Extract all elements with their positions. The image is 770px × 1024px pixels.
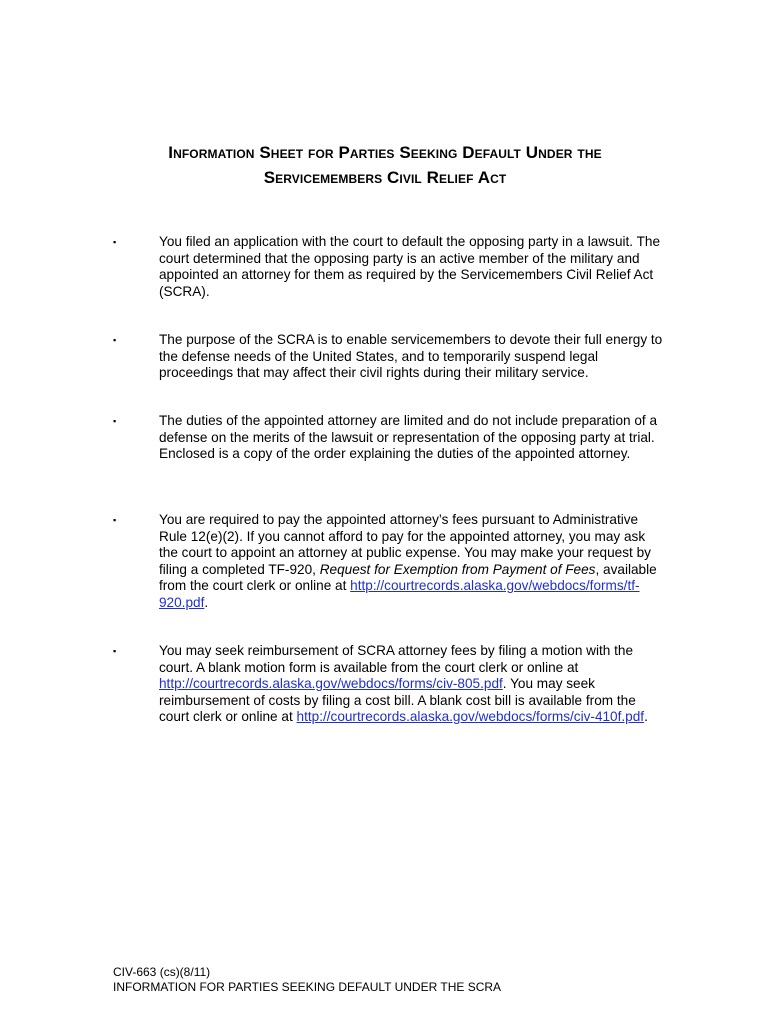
tf-920-form-link[interactable]: http://courtrecords.alaska.gov/webdocs/forms/tf-920.pdf: [159, 578, 640, 610]
civ-805-form-link[interactable]: http://courtrecords.alaska.gov/webdocs/forms/civ-805.pdf: [159, 676, 503, 691]
bullet-marker: ▪: [113, 335, 117, 345]
fees-text-part-3: .: [204, 594, 209, 610]
fees-text-part-1: You are required to pay the appointed attorney’s fees pursuant to Administrative Rule 12(e)(2). If you cannot afford to pay for the appointed attorney, you may ask the court to appoint an attorney at public expense. You may make your request by filing a completed TF-920,: [159, 512, 651, 577]
list-item-text: [159, 512, 663, 611]
reimbursement-text-part-3: .: [644, 709, 648, 724]
bullet-marker: ▪: [113, 646, 117, 656]
form-number: CIV-663 (cs)(8/11): [113, 965, 211, 979]
list-item-text: [159, 643, 663, 726]
list-item-text: The purpose of the SCRA is to enable servicemembers to devote their full energy to the defense needs of the United States, and to temporarily suspend legal proceedings that may affect their civil rights during their military service.: [159, 332, 663, 380]
form-title-italic: Request for Exemption from Payment of Fees: [319, 561, 596, 577]
fees-text-part-2: , available from the court clerk or online at: [159, 561, 657, 593]
civ-410f-form-link[interactable]: http://courtrecords.alaska.gov/webdocs/forms/civ-410f.pdf: [296, 709, 645, 724]
page-footer: [113, 965, 501, 995]
footer-title: INFORMATION FOR PARTIES SEEKING DEFAULT UNDER THE SCRA: [113, 980, 502, 994]
reimbursement-text-part-1: You may seek reimbursement of SCRA attorney fees by filing a motion with the court. A blank motion form is available from the court clerk or online at: [159, 643, 634, 675]
bullet-marker: ▪: [113, 515, 117, 525]
bullet-marker: ▪: [113, 237, 117, 247]
list-item-text: You filed an application with the court to default the opposing party in a lawsuit. The court determined that the opposing party is an active member of the military and appointed an attorney for them as required by the Servicemembers Civil Relief Act (SCRA).: [159, 234, 661, 299]
list-item-text: The duties of the appointed attorney are limited and do not include preparation of a defense on the merits of the lawsuit or representation of the opposing party at trial. Enclosed is a copy of the order explaining the duties of the appointed attorney.: [159, 413, 658, 461]
bullet-marker: ▪: [113, 416, 117, 426]
reimbursement-text-part-2: . You may seek reimbursement of costs by filing a cost bill. A blank cost bill is available from the court clerk or online at: [159, 676, 636, 724]
document-title-line-2: Servicemembers Civil Relief Act: [263, 168, 507, 187]
document-title-line-1: Information Sheet for Parties Seeking Default Under the: [168, 143, 602, 162]
